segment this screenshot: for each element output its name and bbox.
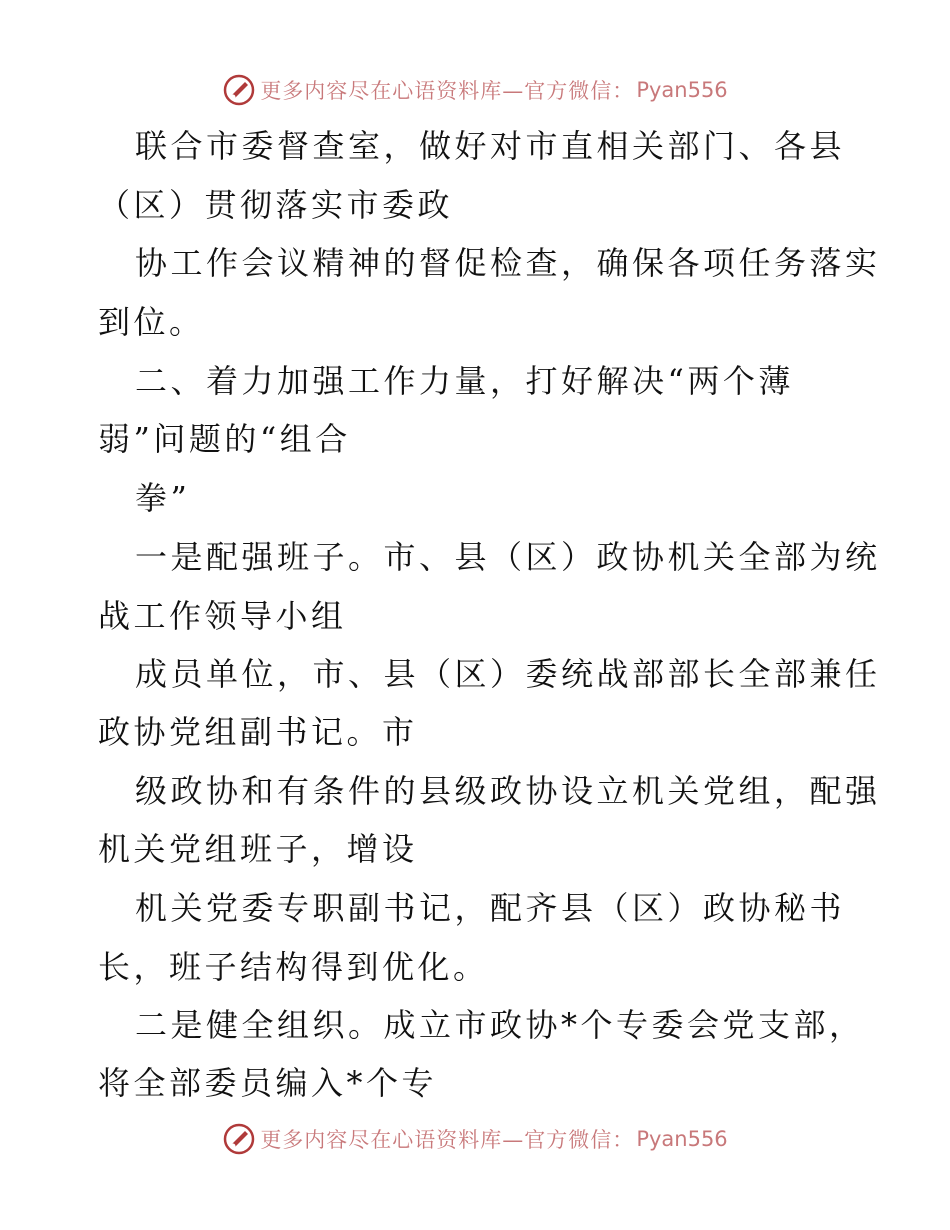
watermark-banner-bottom: [0, 1119, 950, 1159]
body-line-15: 长，班子结构得到优化。: [98, 948, 489, 986]
body-line-6: 弱”问题的“组合: [98, 420, 351, 458]
watermark-wechat-id: Pyan556: [636, 1127, 728, 1151]
body-line-14: 机关党委专职副书记，配齐县（区）政协秘书: [135, 889, 846, 927]
body-line-7: 拳”: [135, 479, 191, 517]
body-line-9: 战工作领导小组: [98, 597, 347, 635]
watermark-wechat-id: Pyan556: [636, 78, 728, 102]
body-line-10: 成员单位，市、县（区）委统战部部长全部兼任: [135, 655, 881, 693]
body-line-13: 机关党组班子，增设: [98, 830, 418, 868]
body-line-4: 到位。: [98, 303, 205, 341]
body-line-17: 将全部委员编入*个专: [98, 1064, 438, 1102]
body-line-8: 一是配强班子。市、县（区）政协机关全部为统: [135, 538, 881, 576]
watermark-text: 更多内容尽在心语资料库—官方微信：: [260, 79, 635, 103]
section-heading-2: 二、着力加强工作力量，打好解决“两个薄: [135, 362, 794, 400]
body-line-11: 政协党组副书记。市: [98, 713, 418, 751]
pen-seal-icon: [222, 1122, 256, 1156]
pen-seal-icon: [222, 73, 256, 107]
body-line-3: 协工作会议精神的督促检查，确保各项任务落实: [135, 244, 881, 282]
watermark-text: 更多内容尽在心语资料库—官方微信：: [260, 1128, 635, 1152]
body-line-12: 级政协和有条件的县级政协设立机关党组，配强: [135, 772, 881, 810]
body-line-2: （区）贯彻落实市委政: [98, 186, 454, 224]
body-line-16: 二是健全组织。成立市政协*个专委会党支部，: [135, 1006, 865, 1044]
watermark-banner-top: [0, 70, 950, 110]
body-line-1: 联合市委督查室，做好对市直相关部门、各县: [135, 127, 846, 165]
